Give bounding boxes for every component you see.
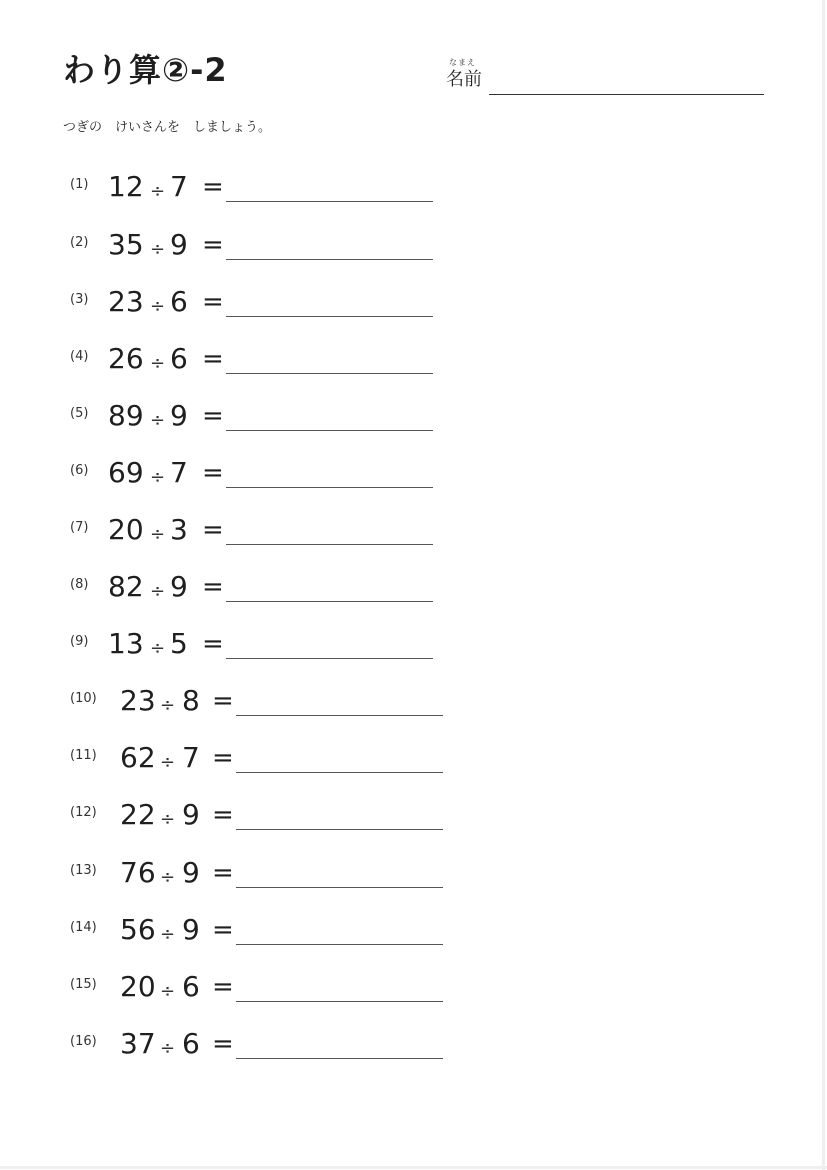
divide-sign: ÷ [160,809,176,830]
divisor: 9 [170,228,188,261]
page-edge-bottom [0,1166,827,1169]
name-ruby: なまえ [449,58,476,67]
equals-sign: = [212,858,234,888]
divide-sign: ÷ [150,638,166,659]
answer-line[interactable] [236,715,443,716]
answer-line[interactable] [236,829,443,830]
problem-number: (8) [70,577,89,592]
equals-sign: = [212,915,234,945]
divisor: 7 [170,170,188,203]
problem-15 [70,970,470,1010]
dividend: 82 [108,570,144,603]
problem-number: (15) [70,977,97,992]
equals-sign: = [212,800,234,830]
divide-sign: ÷ [150,410,166,431]
answer-line[interactable] [226,658,433,659]
problem-3 [70,285,470,325]
divisor: 6 [170,342,188,375]
divisor: 6 [182,1027,200,1060]
equals-sign: = [202,344,224,374]
dividend: 20 [108,513,144,546]
divisor: 9 [170,570,188,603]
problem-14 [70,913,470,953]
divide-sign: ÷ [150,353,166,374]
problem-number: (11) [70,748,97,763]
problem-12 [70,798,470,838]
problem-number: (14) [70,920,97,935]
problem-number: (13) [70,863,97,878]
page-edge-right [822,0,825,1170]
name-area [446,58,766,98]
problem-16 [70,1027,470,1067]
divisor: 6 [170,285,188,318]
dividend: 62 [120,741,156,774]
problem-number: (5) [70,406,89,421]
answer-line[interactable] [226,430,433,431]
dividend: 26 [108,342,144,375]
divide-sign: ÷ [150,296,166,317]
divide-sign: ÷ [160,752,176,773]
divide-sign: ÷ [150,524,166,545]
answer-line[interactable] [226,601,433,602]
dividend: 12 [108,170,144,203]
problem-7 [70,513,470,553]
equals-sign: = [212,972,234,1002]
problem-6 [70,456,470,496]
equals-sign: = [202,401,224,431]
problem-number: (16) [70,1034,97,1049]
problem-11 [70,741,470,781]
answer-line[interactable] [236,1058,443,1059]
divide-sign: ÷ [150,581,166,602]
problem-number: (3) [70,292,89,307]
answer-line[interactable] [236,772,443,773]
divisor: 7 [170,456,188,489]
problem-number: (12) [70,805,97,820]
divisor: 9 [182,798,200,831]
dividend: 76 [120,856,156,889]
dividend: 89 [108,399,144,432]
divide-sign: ÷ [160,695,176,716]
equals-sign: = [212,1029,234,1059]
divide-sign: ÷ [150,239,166,260]
answer-line[interactable] [226,487,433,488]
problem-number: (7) [70,520,89,535]
divisor: 9 [182,856,200,889]
answer-line[interactable] [226,259,433,260]
divide-sign: ÷ [160,867,176,888]
divide-sign: ÷ [160,981,176,1002]
problem-number: (6) [70,463,89,478]
dividend: 23 [120,684,156,717]
instruction-text: つぎの けいさんを しましょう。 [63,120,272,135]
problem-1 [70,170,470,210]
name-write-line[interactable] [489,94,764,95]
equals-sign: = [202,287,224,317]
problem-13 [70,856,470,896]
dividend: 37 [120,1027,156,1060]
name-label: 名前 [446,69,482,90]
equals-sign: = [202,572,224,602]
divide-sign: ÷ [150,467,166,488]
dividend: 69 [108,456,144,489]
equals-sign: = [202,458,224,488]
dividend: 20 [120,970,156,1003]
divide-sign: ÷ [150,181,166,202]
problem-number: (1) [70,177,89,192]
divisor: 5 [170,627,188,660]
problem-number: (4) [70,349,89,364]
divisor: 9 [170,399,188,432]
equals-sign: = [202,172,224,202]
problem-2 [70,228,470,268]
page-title: わり算②-2 [63,51,228,89]
problem-number: (9) [70,634,89,649]
dividend: 13 [108,627,144,660]
problem-4 [70,342,470,382]
divisor: 7 [182,741,200,774]
divide-sign: ÷ [160,1038,176,1059]
equals-sign: = [202,629,224,659]
dividend: 35 [108,228,144,261]
answer-line[interactable] [226,316,433,317]
divide-sign: ÷ [160,924,176,945]
dividend: 23 [108,285,144,318]
problem-number: (2) [70,235,89,250]
equals-sign: = [212,743,234,773]
dividend: 22 [120,798,156,831]
divisor: 6 [182,970,200,1003]
answer-line[interactable] [226,201,433,202]
answer-line[interactable] [236,1001,443,1002]
problem-10 [70,684,470,724]
answer-line[interactable] [226,544,433,545]
answer-line[interactable] [236,944,443,945]
equals-sign: = [202,515,224,545]
answer-line[interactable] [236,887,443,888]
problem-number: (10) [70,691,97,706]
divisor: 8 [182,684,200,717]
equals-sign: = [202,230,224,260]
problem-5 [70,399,470,439]
equals-sign: = [212,686,234,716]
dividend: 56 [120,913,156,946]
answer-line[interactable] [226,373,433,374]
problem-9 [70,627,470,667]
problem-8 [70,570,470,610]
divisor: 3 [170,513,188,546]
divisor: 9 [182,913,200,946]
